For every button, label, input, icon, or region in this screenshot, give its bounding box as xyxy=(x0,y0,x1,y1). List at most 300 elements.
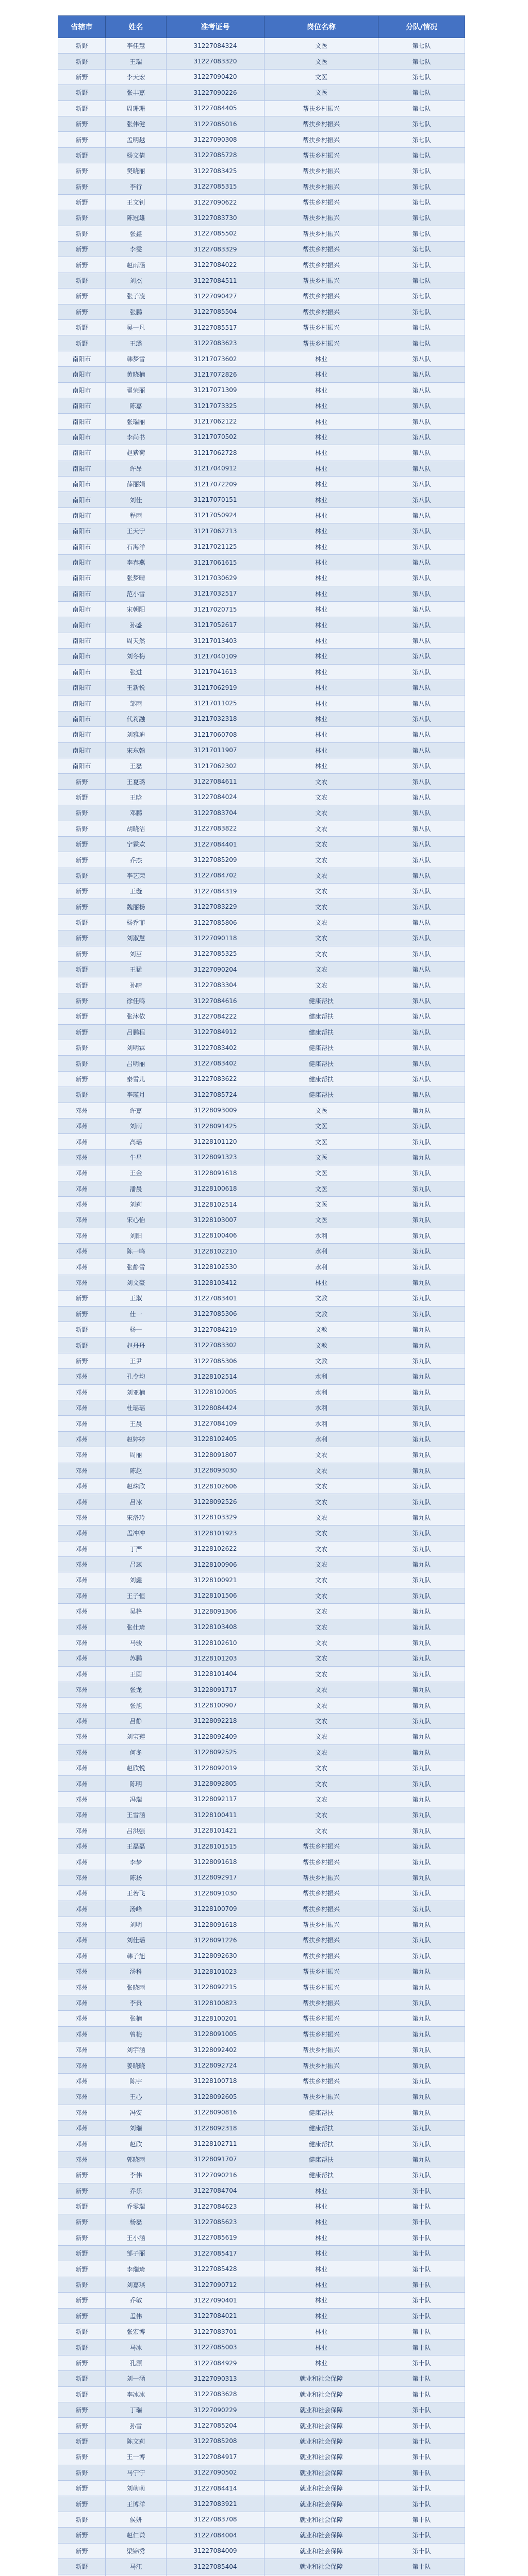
cell-exam-number: 31228091306 xyxy=(167,1604,265,1619)
cell-exam-number: 31228101023 xyxy=(167,1964,265,1979)
cell-position: 林业 xyxy=(265,461,378,476)
cell-team: 第八队 xyxy=(378,586,465,601)
cell-city: 南阳市 xyxy=(58,617,106,633)
cell-team: 第八队 xyxy=(378,523,465,539)
cell-position: 林业 xyxy=(265,2261,378,2277)
cell-position: 文农 xyxy=(265,977,378,993)
cell-exam-number: 31228092805 xyxy=(167,1776,265,1791)
table-row xyxy=(58,2136,465,2151)
cell-city: 邓州 xyxy=(58,1556,106,1572)
cell-position: 文农 xyxy=(265,1635,378,1650)
cell-position: 林业 xyxy=(265,2230,378,2245)
cell-team: 第八队 xyxy=(378,946,465,961)
cell-city: 邓州 xyxy=(58,1494,106,1510)
table-row xyxy=(58,2214,465,2230)
cell-city: 邓州 xyxy=(58,2026,106,2042)
cell-exam-number: 31227090712 xyxy=(167,2277,265,2292)
table-row xyxy=(58,2449,465,2465)
table-row xyxy=(58,2042,465,2058)
cell-city: 邓州 xyxy=(58,1275,106,1290)
cell-team: 第九队 xyxy=(378,1228,465,1243)
cell-team: 第九队 xyxy=(378,2167,465,2183)
table-row xyxy=(58,1196,465,1212)
cell-position: 就业和社会保障 xyxy=(265,2543,378,2558)
table-row xyxy=(58,2198,465,2214)
cell-name: 张丰嘉 xyxy=(106,85,167,100)
cell-city: 南阳市 xyxy=(58,758,106,773)
table-row xyxy=(58,2543,465,2558)
cell-position: 帮扶乡村振兴 xyxy=(265,257,378,273)
table-row xyxy=(58,1776,465,1791)
cell-city: 邓州 xyxy=(58,1212,106,1228)
cell-position: 林业 xyxy=(265,507,378,523)
cell-team: 第七队 xyxy=(378,257,465,273)
cell-city: 邓州 xyxy=(58,2105,106,2120)
cell-team: 第九队 xyxy=(378,1619,465,1635)
cell-position: 文农 xyxy=(265,1713,378,1728)
cell-team: 第九队 xyxy=(378,1666,465,1682)
cell-name: 王新悦 xyxy=(106,680,167,696)
cell-team: 第八队 xyxy=(378,977,465,993)
cell-exam-number: 31228100201 xyxy=(167,2011,265,2026)
cell-name: 赵雨涵 xyxy=(106,257,167,273)
cell-exam-number: 31227084022 xyxy=(167,257,265,273)
cell-name: 张龙 xyxy=(106,1682,167,1698)
cell-team: 第九队 xyxy=(378,1244,465,1259)
table-row xyxy=(58,993,465,1008)
cell-name: 赵丹丹 xyxy=(106,1337,167,1353)
cell-name: 孟冲冲 xyxy=(106,1526,167,1541)
cell-exam-number: 31227090229 xyxy=(167,2402,265,2417)
cell-team: 第七队 xyxy=(378,100,465,116)
cell-name: 潘晨 xyxy=(106,1181,167,1196)
cell-city: 邓州 xyxy=(58,1134,106,1149)
cell-position: 文农 xyxy=(265,1556,378,1572)
cell-team: 第九队 xyxy=(378,1760,465,1775)
table-row xyxy=(58,696,465,711)
cell-team: 第八队 xyxy=(378,398,465,413)
cell-exam-number: 31217032318 xyxy=(167,711,265,726)
cell-team: 第九队 xyxy=(378,1447,465,1463)
table-row xyxy=(58,1791,465,1807)
cell-team: 第九队 xyxy=(378,1400,465,1415)
cell-city: 邓州 xyxy=(58,1447,106,1463)
cell-team: 第十队 xyxy=(378,2214,465,2230)
cell-name: 刘冬梅 xyxy=(106,649,167,664)
cell-exam-number: 31228100411 xyxy=(167,1807,265,1823)
cell-exam-number: 31217062122 xyxy=(167,414,265,429)
table-row xyxy=(58,210,465,226)
cell-exam-number: 31227084004 xyxy=(167,2528,265,2543)
cell-exam-number: 31217032517 xyxy=(167,586,265,601)
cell-name: 刘文豪 xyxy=(106,1275,167,1290)
table-row xyxy=(58,2058,465,2073)
cell-exam-number: 31228101404 xyxy=(167,1666,265,1682)
cell-city: 新野 xyxy=(58,1087,106,1103)
cell-team: 第八队 xyxy=(378,836,465,852)
cell-position: 文农 xyxy=(265,1510,378,1525)
cell-position: 帮扶乡村振兴 xyxy=(265,163,378,179)
cell-exam-number: 31227083302 xyxy=(167,1337,265,1353)
table-row xyxy=(58,1212,465,1228)
table-row xyxy=(58,554,465,570)
cell-name: 冯安 xyxy=(106,2105,167,2120)
cell-city: 邓州 xyxy=(58,1979,106,1995)
cell-team: 第八队 xyxy=(378,711,465,726)
cell-team: 第七队 xyxy=(378,132,465,147)
cell-position: 文农 xyxy=(265,962,378,977)
cell-position: 就业和社会保障 xyxy=(265,2386,378,2402)
cell-position: 就业和社会保障 xyxy=(265,2418,378,2433)
cell-team: 第九队 xyxy=(378,2120,465,2136)
cell-name: 郭晓雨 xyxy=(106,2151,167,2167)
cell-name: 李冰冰 xyxy=(106,2386,167,2402)
cell-exam-number: 31228102210 xyxy=(167,1244,265,1259)
cell-team: 第八队 xyxy=(378,414,465,429)
header-exam-number: 准考证号 xyxy=(167,16,265,38)
cell-name: 王博洋 xyxy=(106,2496,167,2512)
table-row xyxy=(58,147,465,163)
cell-team: 第七队 xyxy=(378,335,465,351)
cell-position: 文农 xyxy=(265,899,378,914)
cell-city: 新野 xyxy=(58,2324,106,2340)
cell-city: 南阳市 xyxy=(58,602,106,617)
cell-team: 第八队 xyxy=(378,727,465,742)
cell-exam-number: 31227085204 xyxy=(167,2418,265,2433)
cell-name: 刘鑫 xyxy=(106,1572,167,1588)
cell-exam-number: 31228091005 xyxy=(167,2026,265,2042)
cell-team: 第八队 xyxy=(378,899,465,914)
cell-city: 新野 xyxy=(58,1024,106,1040)
cell-exam-number: 31227083329 xyxy=(167,242,265,257)
cell-position: 林业 xyxy=(265,633,378,648)
cell-position: 文农 xyxy=(265,1729,378,1744)
cell-exam-number: 31227090427 xyxy=(167,289,265,304)
table-row xyxy=(58,257,465,273)
cell-exam-number: 31227083623 xyxy=(167,335,265,351)
cell-city: 邓州 xyxy=(58,1244,106,1259)
cell-name: 周丽 xyxy=(106,1447,167,1463)
table-row xyxy=(58,1322,465,1337)
cell-team: 第八队 xyxy=(378,1071,465,1087)
cell-city: 南阳市 xyxy=(58,680,106,696)
cell-name: 张鹏 xyxy=(106,304,167,319)
cell-name: 宋朝阳 xyxy=(106,602,167,617)
cell-team: 第十队 xyxy=(378,2261,465,2277)
cell-exam-number: 31227085325 xyxy=(167,946,265,961)
cell-exam-number: 31228102711 xyxy=(167,2136,265,2151)
cell-city: 新野 xyxy=(58,946,106,961)
cell-name: 周珊珊 xyxy=(106,100,167,116)
cell-name: 王磊 xyxy=(106,758,167,773)
cell-exam-number: 31227090216 xyxy=(167,2167,265,2183)
cell-team: 第八队 xyxy=(378,680,465,696)
cell-exam-number: 31228100907 xyxy=(167,1698,265,1713)
cell-exam-number: 31228091618 xyxy=(167,1917,265,1932)
cell-exam-number: 31227085517 xyxy=(167,320,265,335)
table-row xyxy=(58,962,465,977)
cell-position: 文医 xyxy=(265,1103,378,1118)
cell-city: 邓州 xyxy=(58,1619,106,1635)
cell-city: 南阳市 xyxy=(58,507,106,523)
cell-position: 帮扶乡村振兴 xyxy=(265,194,378,210)
cell-position: 健康帮扶 xyxy=(265,993,378,1008)
cell-exam-number: 31228092630 xyxy=(167,1948,265,1963)
cell-position: 帮扶乡村振兴 xyxy=(265,226,378,241)
cell-exam-number: 31227085209 xyxy=(167,852,265,868)
cell-exam-number: 31228084424 xyxy=(167,1400,265,1415)
cell-name: 李尚书 xyxy=(106,429,167,445)
cell-team: 第八队 xyxy=(378,1056,465,1071)
cell-position: 水利 xyxy=(265,1244,378,1259)
cell-name: 薛丽娟 xyxy=(106,476,167,492)
cell-city: 新野 xyxy=(58,1306,106,1321)
cell-city: 南阳市 xyxy=(58,492,106,507)
cell-name: 乔零瑞 xyxy=(106,2198,167,2214)
cell-team: 第九队 xyxy=(378,1556,465,1572)
cell-exam-number: 31227084704 xyxy=(167,2183,265,2198)
table-row xyxy=(58,1431,465,1447)
cell-exam-number: 31227085306 xyxy=(167,1306,265,1321)
cell-position: 文农 xyxy=(265,821,378,836)
cell-exam-number: 31227085806 xyxy=(167,914,265,930)
cell-name: 吴格 xyxy=(106,1604,167,1619)
table-row xyxy=(58,2402,465,2417)
cell-exam-number: 31217070151 xyxy=(167,492,265,507)
cell-exam-number: 31227083708 xyxy=(167,2512,265,2527)
cell-name: 王雪涵 xyxy=(106,1807,167,1823)
cell-exam-number: 31227084929 xyxy=(167,2355,265,2370)
table-row xyxy=(58,476,465,492)
cell-team: 第十队 xyxy=(378,2277,465,2292)
cell-exam-number: 31228103329 xyxy=(167,1510,265,1525)
cell-team: 第九队 xyxy=(378,1917,465,1932)
table-row xyxy=(58,1087,465,1103)
cell-position: 就业和社会保障 xyxy=(265,2402,378,2417)
cell-team: 第十队 xyxy=(378,2386,465,2402)
table-row xyxy=(58,2433,465,2449)
cell-city: 南阳市 xyxy=(58,633,106,648)
cell-name: 翟荣丽 xyxy=(106,382,167,398)
cell-position: 文医 xyxy=(265,1149,378,1165)
table-row xyxy=(58,977,465,993)
cell-name: 侯妍 xyxy=(106,2512,167,2527)
cell-city: 新野 xyxy=(58,821,106,836)
cell-city: 邓州 xyxy=(58,1964,106,1979)
cell-city: 新野 xyxy=(58,2246,106,2261)
cell-city: 新野 xyxy=(58,789,106,805)
table-row xyxy=(58,2324,465,2340)
cell-name: 许昂 xyxy=(106,461,167,476)
cell-exam-number: 31227084324 xyxy=(167,38,265,54)
table-row xyxy=(58,414,465,429)
cell-name: 张旭 xyxy=(106,1698,167,1713)
cell-name: 黄晓楠 xyxy=(106,367,167,382)
cell-position: 就业和社会保障 xyxy=(265,2558,378,2574)
cell-city: 邓州 xyxy=(58,1181,106,1196)
header-team: 分队/情况 xyxy=(378,16,465,38)
table-row xyxy=(58,1604,465,1619)
table-row xyxy=(58,2073,465,2089)
cell-name: 刘茁 xyxy=(106,946,167,961)
cell-position: 文农 xyxy=(265,884,378,899)
cell-position: 帮扶乡村振兴 xyxy=(265,1995,378,2010)
cell-city: 邓州 xyxy=(58,1149,106,1165)
cell-city: 邓州 xyxy=(58,1807,106,1823)
cell-exam-number: 31227084222 xyxy=(167,1009,265,1024)
cell-city: 新野 xyxy=(58,1071,106,1087)
cell-name: 李瑾月 xyxy=(106,1087,167,1103)
cell-city: 新野 xyxy=(58,2480,106,2496)
cell-city: 邓州 xyxy=(58,1744,106,1760)
cell-name: 刘宇涵 xyxy=(106,2042,167,2058)
table-row xyxy=(58,507,465,523)
cell-position: 健康帮扶 xyxy=(265,1087,378,1103)
cell-exam-number: 31227084623 xyxy=(167,2198,265,2214)
cell-exam-number: 31228102606 xyxy=(167,1478,265,1494)
table-row xyxy=(58,1165,465,1181)
cell-team: 第九队 xyxy=(378,1698,465,1713)
cell-position: 林业 xyxy=(265,680,378,696)
table-row xyxy=(58,1807,465,1823)
cell-city: 邓州 xyxy=(58,1604,106,1619)
cell-team: 第七队 xyxy=(378,147,465,163)
cell-position: 林业 xyxy=(265,727,378,742)
cell-name: 吕冰 xyxy=(106,1494,167,1510)
table-row xyxy=(58,1744,465,1760)
cell-exam-number: 31228102530 xyxy=(167,1259,265,1275)
cell-city: 南阳市 xyxy=(58,586,106,601)
cell-name: 王夏璐 xyxy=(106,774,167,789)
cell-exam-number: 31228103007 xyxy=(167,1212,265,1228)
table-row xyxy=(58,2011,465,2026)
cell-city: 新野 xyxy=(58,320,106,335)
cell-team: 第九队 xyxy=(378,1165,465,1181)
cell-city: 新野 xyxy=(58,1040,106,1056)
cell-exam-number: 31227085728 xyxy=(167,147,265,163)
table-row xyxy=(58,1870,465,1885)
cell-city: 新野 xyxy=(58,304,106,319)
cell-position: 文医 xyxy=(265,1196,378,1212)
cell-city: 南阳市 xyxy=(58,727,106,742)
cell-team: 第七队 xyxy=(378,54,465,69)
cell-team: 第九队 xyxy=(378,1322,465,1337)
cell-exam-number: 31217013403 xyxy=(167,633,265,648)
table-row xyxy=(58,1556,465,1572)
cell-team: 第十队 xyxy=(378,2340,465,2355)
cell-exam-number: 31227090313 xyxy=(167,2371,265,2386)
cell-position: 林业 xyxy=(265,351,378,366)
cell-name: 孙盛 xyxy=(106,617,167,633)
cell-position: 帮扶乡村振兴 xyxy=(265,1979,378,1995)
cell-team: 第七队 xyxy=(378,226,465,241)
cell-exam-number: 31227085428 xyxy=(167,2261,265,2277)
cell-name: 陈一鸣 xyxy=(106,1244,167,1259)
table-row xyxy=(58,2246,465,2261)
table-row xyxy=(58,1964,465,1979)
cell-city: 邓州 xyxy=(58,1823,106,1838)
table-row xyxy=(58,2355,465,2370)
table-row xyxy=(58,1698,465,1713)
table-row xyxy=(58,1823,465,1838)
cell-position: 健康帮扶 xyxy=(265,2167,378,2183)
cell-name: 刘瑞 xyxy=(106,2120,167,2136)
cell-exam-number: 31217030629 xyxy=(167,570,265,586)
cell-city: 新野 xyxy=(58,132,106,147)
cell-team: 第七队 xyxy=(378,242,465,257)
cell-position: 健康帮扶 xyxy=(265,1071,378,1087)
table-row xyxy=(58,946,465,961)
cell-exam-number: 31228102622 xyxy=(167,1541,265,1556)
cell-team: 第十队 xyxy=(378,2496,465,2512)
cell-exam-number: 31227083822 xyxy=(167,821,265,836)
cell-exam-number: 31227084702 xyxy=(167,868,265,883)
cell-city: 邓州 xyxy=(58,1228,106,1243)
cell-exam-number: 31217041613 xyxy=(167,664,265,680)
cell-position: 帮扶乡村振兴 xyxy=(265,1886,378,1901)
cell-position: 帮扶乡村振兴 xyxy=(265,1854,378,1870)
table-row xyxy=(58,2528,465,2543)
cell-position: 水利 xyxy=(265,1384,378,1400)
table-row xyxy=(58,1384,465,1400)
cell-name: 李艺荣 xyxy=(106,868,167,883)
cell-position: 林业 xyxy=(265,523,378,539)
cell-position: 林业 xyxy=(265,2277,378,2292)
cell-team: 第十队 xyxy=(378,2543,465,2558)
cell-exam-number: 31227083704 xyxy=(167,805,265,821)
cell-position: 林业 xyxy=(265,2293,378,2308)
cell-exam-number: 31227090420 xyxy=(167,69,265,84)
cell-team: 第十队 xyxy=(378,2371,465,2386)
cell-name: 刘阳 xyxy=(106,1228,167,1243)
cell-city: 邓州 xyxy=(58,1948,106,1963)
cell-position: 文农 xyxy=(265,1698,378,1713)
cell-team: 第九队 xyxy=(378,1791,465,1807)
cell-name: 宋洛玲 xyxy=(106,1510,167,1525)
table-row xyxy=(58,789,465,805)
table-row xyxy=(58,2151,465,2167)
cell-team: 第八队 xyxy=(378,993,465,1008)
cell-position: 林业 xyxy=(265,742,378,758)
cell-name: 马骏 xyxy=(106,1635,167,1650)
cell-city: 新野 xyxy=(58,2293,106,2308)
cell-name: 孙雪 xyxy=(106,2418,167,2433)
table-row xyxy=(58,2167,465,2183)
cell-team: 第九队 xyxy=(378,1416,465,1431)
cell-city: 新野 xyxy=(58,2277,106,2292)
cell-city: 邓州 xyxy=(58,2073,106,2089)
cell-position: 健康帮扶 xyxy=(265,1040,378,1056)
cell-city: 新野 xyxy=(58,100,106,116)
cell-exam-number: 31227085404 xyxy=(167,2558,265,2574)
cell-city: 新野 xyxy=(58,2183,106,2198)
cell-city: 新野 xyxy=(58,2214,106,2230)
cell-city: 邓州 xyxy=(58,1416,106,1431)
table-row xyxy=(58,1838,465,1854)
cell-name: 乔乐 xyxy=(106,2183,167,2198)
cell-city: 新野 xyxy=(58,774,106,789)
cell-exam-number: 31217020715 xyxy=(167,602,265,617)
cell-position: 文农 xyxy=(265,1791,378,1807)
table-row xyxy=(58,1526,465,1541)
cell-city: 邓州 xyxy=(58,1886,106,1901)
cell-exam-number: 31227083402 xyxy=(167,1040,265,1056)
cell-team: 第七队 xyxy=(378,38,465,54)
cell-name: 王心 xyxy=(106,2089,167,2105)
cell-position: 文医 xyxy=(265,38,378,54)
cell-city: 南阳市 xyxy=(58,351,106,366)
cell-name: 陈宇 xyxy=(106,2073,167,2089)
